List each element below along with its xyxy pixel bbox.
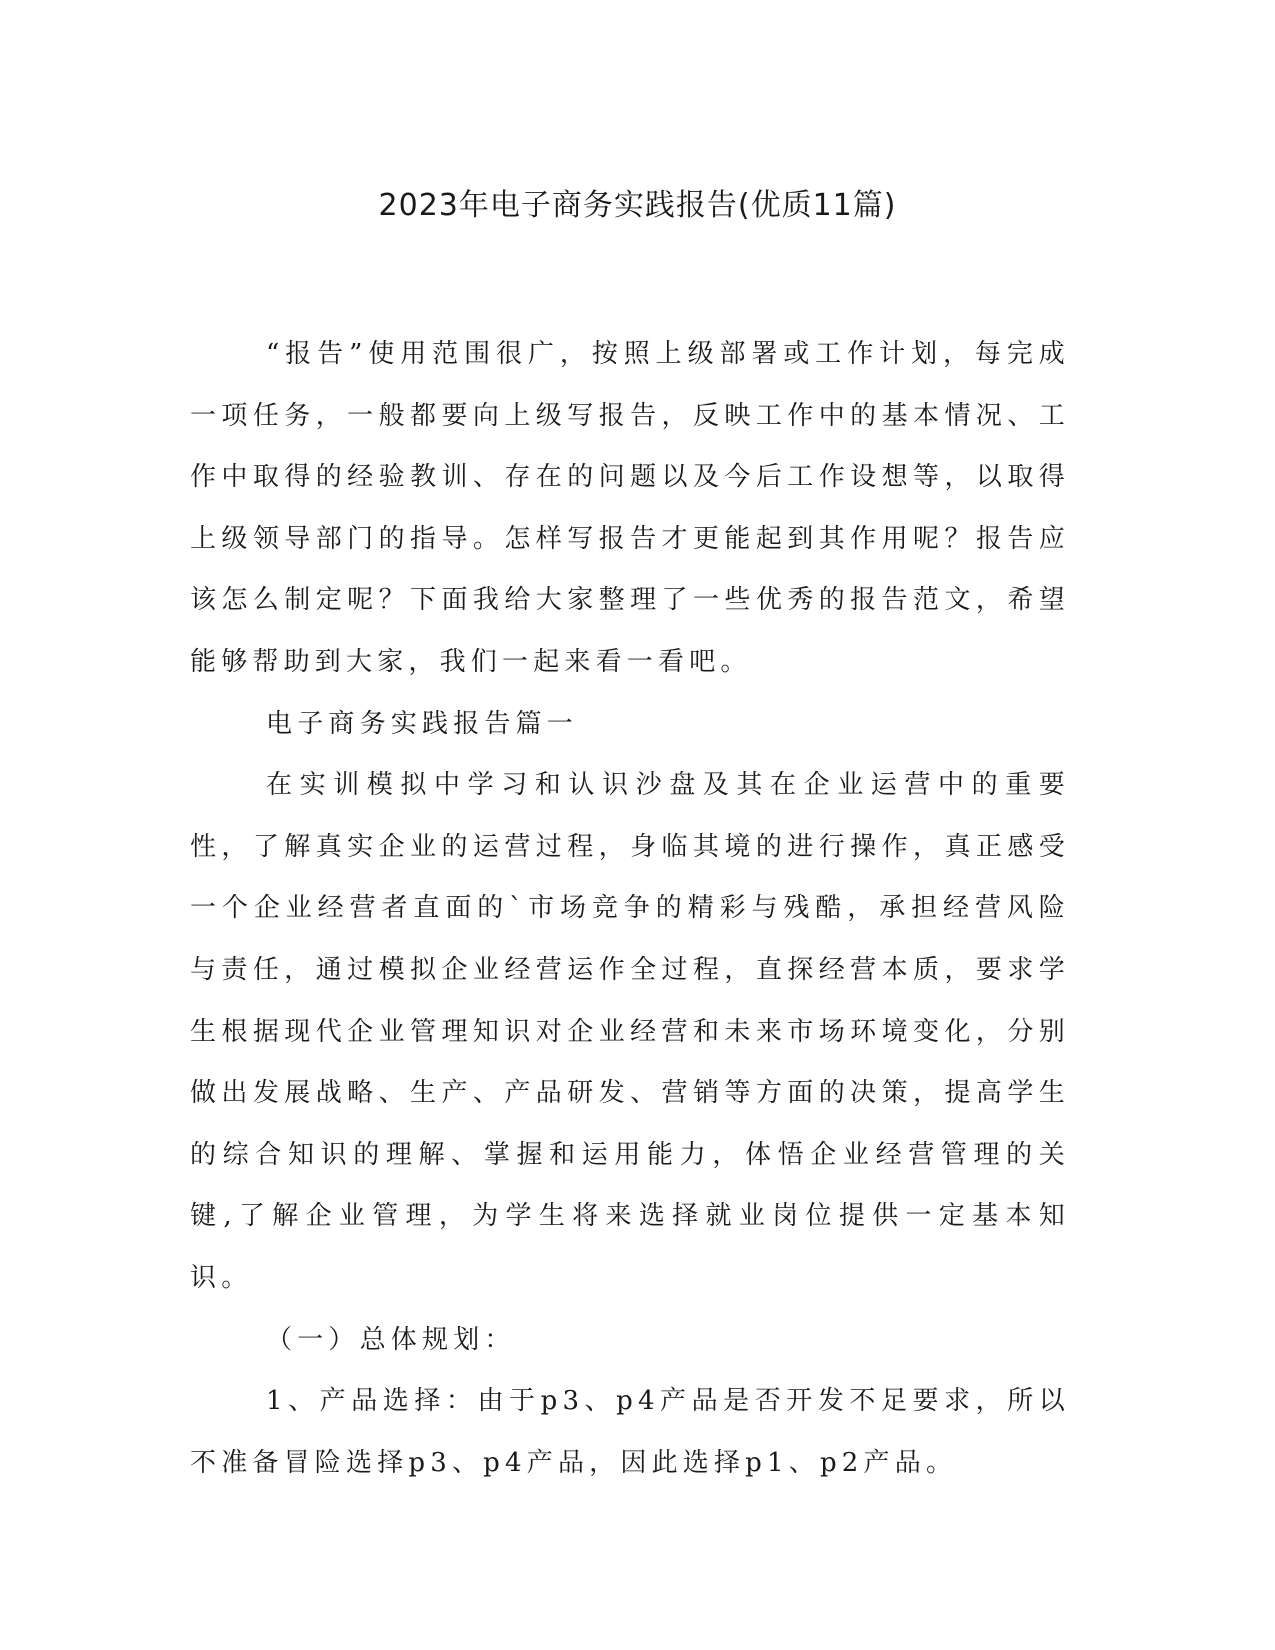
intro-paragraph: “报告”使用范围很广，按照上级部署或工作计划，每完成一项任务，一般都要向上级写报告，反映工作中的基本情况、工作中取得的经验教训、存在的问题以及今后工作设想等，以取得上级领导部门的指导。怎样写报告才更能起到其作用呢？报告应该怎么制定呢？下面我给大家整理了一些优秀的报告范文，希望能够帮助到大家，我们一起来看一看吧。 — [190, 339, 1070, 677]
document-title: 2023年电子商务实践报告(优质11篇) — [378, 188, 897, 223]
list-item: 1、产品选择：由于p3、p4产品是否开发不足要求，所以不准备冒险选择p3、p4产品，因此选择p1、p2产品。 — [190, 1386, 1070, 1478]
section-paragraph: 在实训模拟中学习和认识沙盘及其在企业运营中的重要性，了解真实企业的运营过程，身临其境的进行操作，真正感受一个企业经营者直面的`市场竞争的精彩与残酷，承担经营风险与责任，通过模拟企业经营运作全过程，直探经营本质，要求学生根据现代企业管理知识对企业经营和未来市场环境变化，分别做出发展战略、生产、产品研发、营销等方面的决策，提高学生的综合知识的理解、掌握和运用能力，体悟企业经营管理的关键,了解企业管理，为学生将来选择就业岗位提供一定基本知识。 — [190, 770, 1070, 1293]
subsection-heading: （一）总体规划： — [266, 1324, 516, 1355]
section-heading: 电子商务实践报告篇一 — [266, 708, 579, 739]
document-body — [190, 324, 1070, 1494]
